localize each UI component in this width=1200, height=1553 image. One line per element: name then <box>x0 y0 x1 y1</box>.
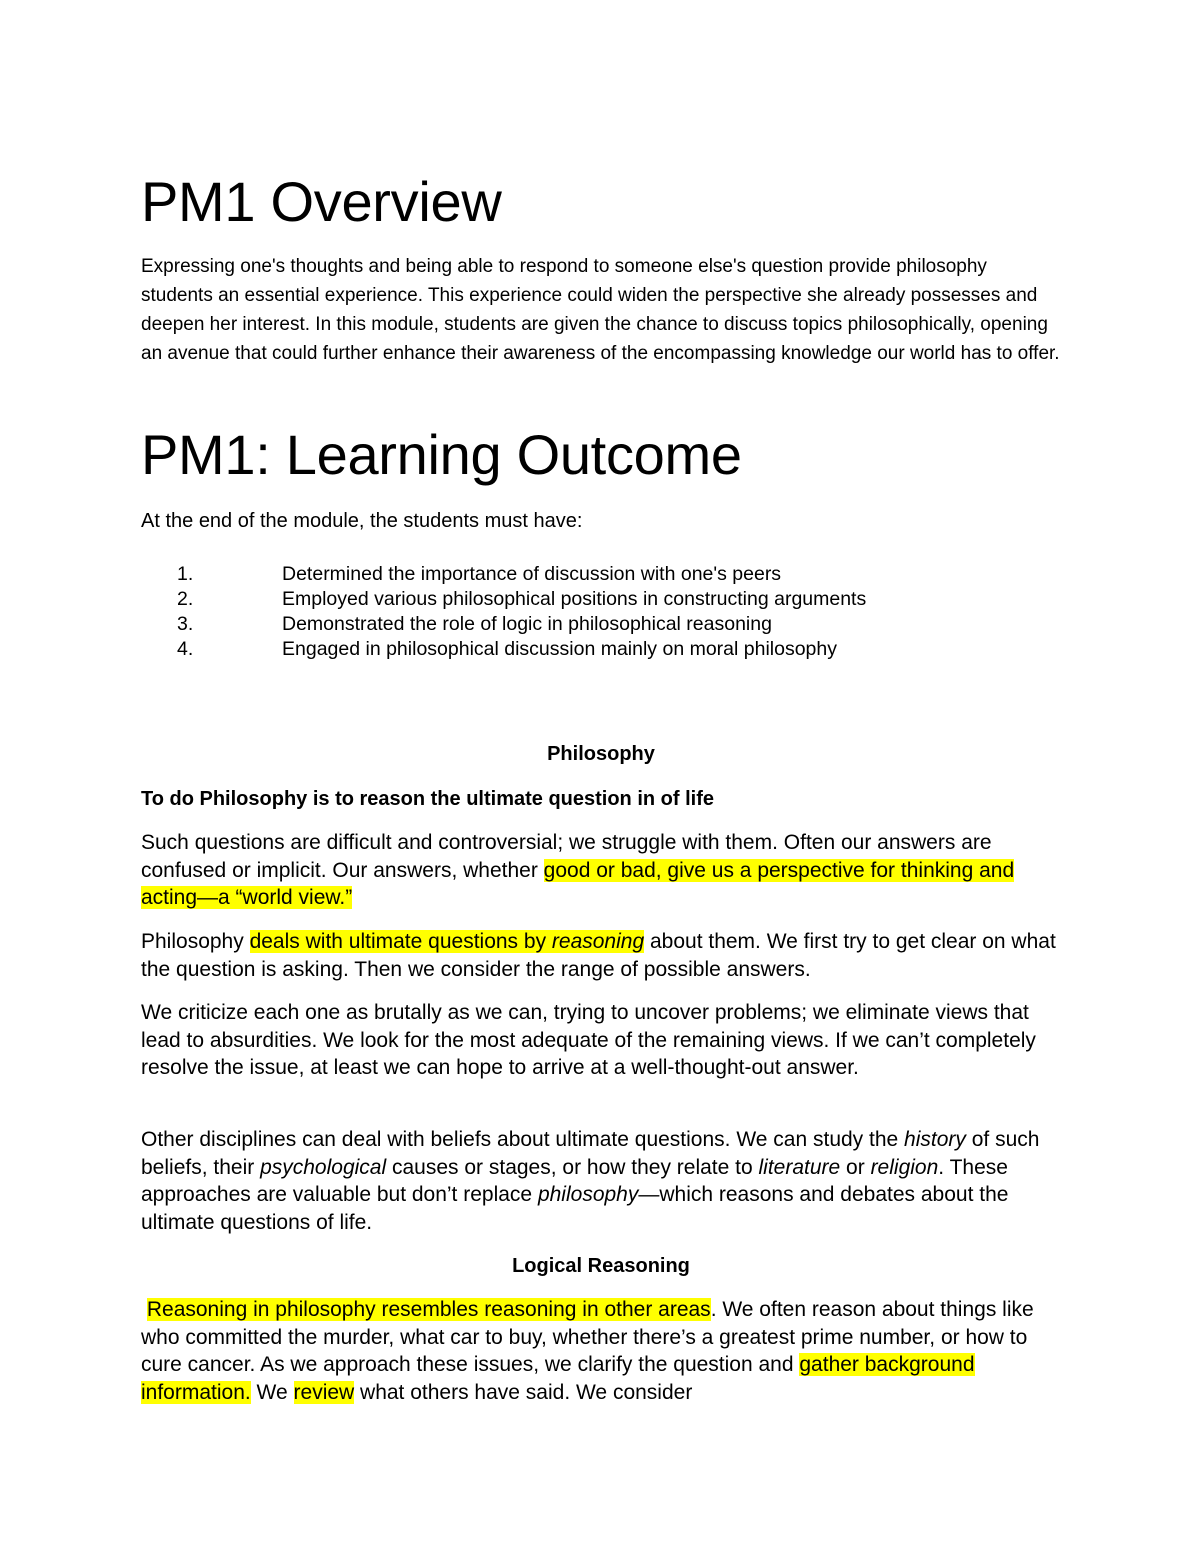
highlighted-text: deals with ultimate questions by <box>249 930 552 953</box>
paragraph-text: Other disciplines can deal with beliefs about ultimate questions. We can study the <box>141 1128 905 1151</box>
list-item-text: Engaged in philosophical discussion mainly on moral philosophy <box>282 638 837 660</box>
list-item <box>141 612 1061 637</box>
list-item-text: Demonstrated the role of logic in philosophical reasoning <box>282 613 772 635</box>
italic-text: psychological <box>260 1155 387 1179</box>
list-item-number: 1. <box>177 563 194 585</box>
paragraph-text: what others have said. We consider <box>354 1380 693 1404</box>
italic-text: philosophy <box>537 1183 639 1206</box>
list-item-number: 2. <box>177 588 194 610</box>
learning-outcome-intro: At the end of the module, the students must have: <box>141 510 583 532</box>
list-item-number: 3. <box>177 613 194 635</box>
paragraph-text: Philosophy <box>141 930 250 953</box>
list-item-text: Determined the importance of discussion with one's peers <box>282 563 782 585</box>
logical-reasoning-paragraph <box>141 1296 1061 1406</box>
italic-text: literature <box>758 1155 841 1179</box>
list-item-number: 4. <box>177 638 194 660</box>
highlighted-text: good or bad, give us a perspective for thinking and acting—a “world view.” <box>141 858 1015 909</box>
paragraph-text: Such questions are difficult and controversial; we struggle with them. Often our answers are confused or implicit. Our answers, whether <box>141 831 992 882</box>
paragraph-text: . These approaches are valuable but don’t replace <box>141 1155 1008 1206</box>
logical-reasoning-heading: Logical Reasoning <box>512 1255 690 1277</box>
italic-text: religion <box>870 1155 939 1179</box>
philosophy-paragraph-2 <box>141 928 1061 983</box>
list-item <box>141 562 1061 587</box>
paragraph-text: . We often reason about things like who committed the murder, what car to buy, whether there’s a greatest prime number, or how to cure cancer. As we approach these issues, we clarify the question and <box>141 1298 1034 1376</box>
list-item-text: Employed various philosophical positions in constructing arguments <box>282 588 867 610</box>
learning-outcome-title: PM1: Learning Outcome <box>141 423 742 486</box>
philosophy-subheading: To do Philosophy is to reason the ultimate question in of life <box>141 788 714 810</box>
paragraph-text: or <box>840 1155 871 1179</box>
italic-text: history <box>904 1128 966 1151</box>
paragraph-text: causes or stages, or how they relate to <box>386 1155 759 1179</box>
overview-paragraph: Expressing one's thoughts and being able to respond to someone else's question provide philosophy students an essential experience. This experience could widen the perspective she already possesses and deepen her interest. In this module, students are given the chance to discuss topics philosophically, opening an avenue that could further enhance their awareness of the encompassing knowledge our world has to offer. <box>141 256 1060 364</box>
highlighted-italic-text: reasoning <box>551 930 645 953</box>
paragraph-text: We <box>250 1380 294 1404</box>
overview-title: PM1 Overview <box>141 170 502 233</box>
paragraph-text: —which reasons and debates about the ultimate questions of life. <box>141 1183 1009 1234</box>
highlighted-text: gather background information. <box>141 1353 975 1404</box>
philosophy-paragraph-3: We criticize each one as brutally as we can, trying to uncover problems; we eliminate views that lead to absurdities. We look for the most adequate of the remaining views. If we can’t completely resolve the issue, at least we can hope to arrive at a well-thought-out answer. <box>141 1001 1036 1079</box>
philosophy-paragraph-1 <box>141 829 1061 912</box>
list-item <box>141 637 1061 662</box>
paragraph-text: about them. We first try to get clear on what the question is asking. Then we consider the range of possible answers. <box>141 930 1056 981</box>
paragraph-text: of such beliefs, their <box>141 1128 1040 1179</box>
philosophy-heading: Philosophy <box>547 743 655 765</box>
list-item <box>141 587 1061 612</box>
philosophy-paragraph-4 <box>141 1126 1061 1236</box>
highlighted-text: review <box>293 1380 355 1404</box>
highlighted-text: Reasoning in philosophy resembles reasoning in other areas <box>146 1298 711 1321</box>
learning-outcome-list <box>141 562 1061 662</box>
